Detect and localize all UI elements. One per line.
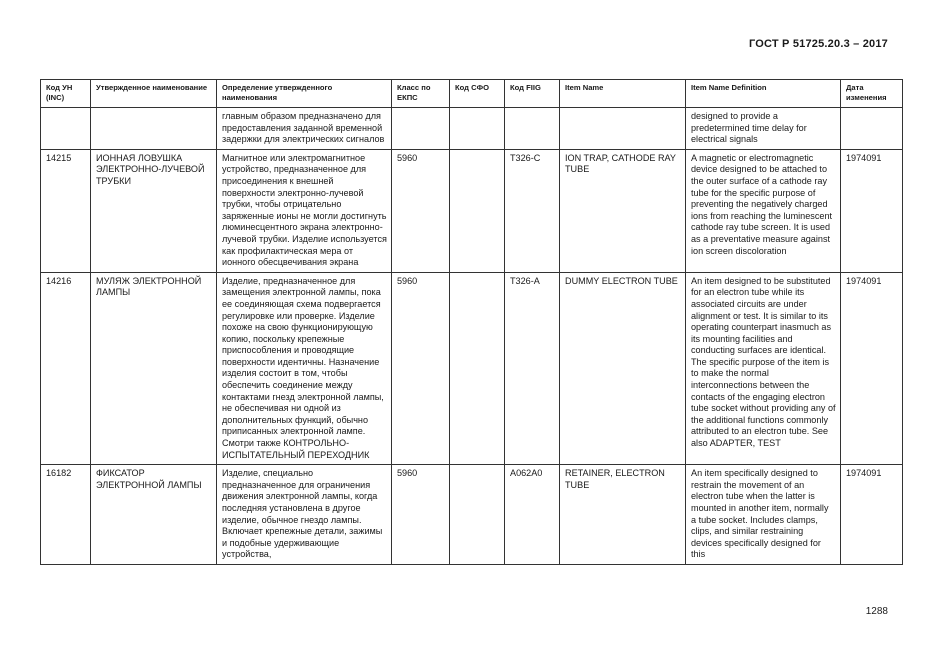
cell-class: 5960	[392, 149, 450, 272]
cell-fiig: T326-C	[505, 149, 560, 272]
cell-definition-ru: Магнитное или электромагнитное устройство, предназначенное для присоединения к внешней поверхности электронно-лучевой трубки, чтобы отрицательно заряженные ионы не могли достигнуть люминесцентного экрана электронно-лучевой трубки. Изделие используется как профилактическая мера от ионного обесцвечивания экрана	[217, 149, 392, 272]
col-header-name-ru: Утвержденное наименование	[91, 80, 217, 108]
cell-definition-ru: главным образом предназначено для предоставления заданной временной задержки для электрических сигналов	[217, 108, 392, 150]
col-header-definition-ru: Определение утвержденного наименования	[217, 80, 392, 108]
document-id: ГОСТ Р 51725.20.3 – 2017	[748, 38, 888, 50]
cell-item-name: RETAINER, ELECTRON TUBE	[560, 465, 686, 565]
classifier-table	[40, 79, 903, 565]
cell-class: 5960	[392, 272, 450, 465]
col-header-fiig: Код FIIG	[505, 80, 560, 108]
cell-name-ru	[91, 108, 217, 150]
cell-sfo	[450, 465, 505, 565]
table-row	[41, 272, 903, 465]
cell-date: 1974091	[841, 465, 903, 565]
cell-item-definition: An item specifically designed to restrain the movement of an electron tube when the latter is mounted in another item, normally a tube socket. Includes clamps, clips, and similar restraining devices specifically designed for this	[686, 465, 841, 565]
cell-date: 1974091	[841, 272, 903, 465]
cell-name-ru: ФИКСАТОР ЭЛЕКТРОННОЙ ЛАМПЫ	[91, 465, 217, 565]
col-header-item-definition: Item Name Definition	[686, 80, 841, 108]
cell-code: 14216	[41, 272, 91, 465]
cell-sfo	[450, 108, 505, 150]
cell-date: 1974091	[841, 149, 903, 272]
table-row	[41, 108, 903, 150]
cell-code	[41, 108, 91, 150]
cell-name-ru: МУЛЯЖ ЭЛЕКТРОННОЙ ЛАМПЫ	[91, 272, 217, 465]
cell-name-ru: ИОННАЯ ЛОВУШКА ЭЛЕКТРОННО-ЛУЧЕВОЙ ТРУБКИ	[91, 149, 217, 272]
cell-item-name	[560, 108, 686, 150]
cell-item-definition: designed to provide a predetermined time delay for electrical signals	[686, 108, 841, 150]
cell-fiig: A062A0	[505, 465, 560, 565]
cell-class	[392, 108, 450, 150]
col-header-class: Класс по ЕКПС	[392, 80, 450, 108]
cell-definition-ru: Изделие, специально предназначенное для ограничения движения электронной лампы, когда последняя установлена в другое изделие, обычное гнездо лампы. Включает крепежные детали, зажимы и подобные удерживающие устройства,	[217, 465, 392, 565]
table-row	[41, 149, 903, 272]
col-header-code: Код УН (INC)	[41, 80, 91, 108]
cell-fiig: T326-A	[505, 272, 560, 465]
cell-item-name: DUMMY ELECTRON TUBE	[560, 272, 686, 465]
cell-code: 14215	[41, 149, 91, 272]
cell-sfo	[450, 149, 505, 272]
col-header-sfo: Код СФО	[450, 80, 505, 108]
cell-item-definition: An item designed to be substituted for an electron tube while its associated circuits are under alignment or test. It is similar to its operating counterpart inasmuch as its mounting facilities and conducting surfaces are identical. The specific purpose of the item is to make the normal interconnections between the contacts of the engaging electron tube socket without providing any of the additional functions commonly attributed to an electron tube. See also ADAPTER, TEST	[686, 272, 841, 465]
col-header-date: Дата изменения	[841, 80, 903, 108]
cell-item-name: ION TRAP, CATHODE RAY TUBE	[560, 149, 686, 272]
cell-fiig	[505, 108, 560, 150]
table-row	[41, 465, 903, 565]
cell-code: 16182	[41, 465, 91, 565]
header-row	[41, 80, 903, 108]
cell-sfo	[450, 272, 505, 465]
col-header-item-name: Item Name	[560, 80, 686, 108]
cell-date	[841, 108, 903, 150]
cell-class: 5960	[392, 465, 450, 565]
cell-definition-ru: Изделие, предназначенное для замещения электронной лампы, пока ее соединяющая схема подвергается регулировке или проверке. Изделие похоже на свою функционирующую копию, поскольку крепежные приспособления и проводящие поверхности идентичны. Назначение изделия состоит в том, чтобы обеспечить соединение между контактами гнезд электронной лампы, не обеспечивая ни одной из дополнительных функций, обычно приписанных электронной лампе. Смотри также КОНТРОЛЬНО-ИСПЫТАТЕЛЬНЫЙ ПЕРЕХОДНИК	[217, 272, 392, 465]
page-number: 1288	[865, 606, 888, 617]
cell-item-definition: A magnetic or electromagnetic device designed to be attached to the outer surface of a cathode ray tube for the specific purpose of preventing the negatively charged ions from reaching the luminescent cathode ray tube screen. It is used as a preventative measure against ion screen discoloration	[686, 149, 841, 272]
